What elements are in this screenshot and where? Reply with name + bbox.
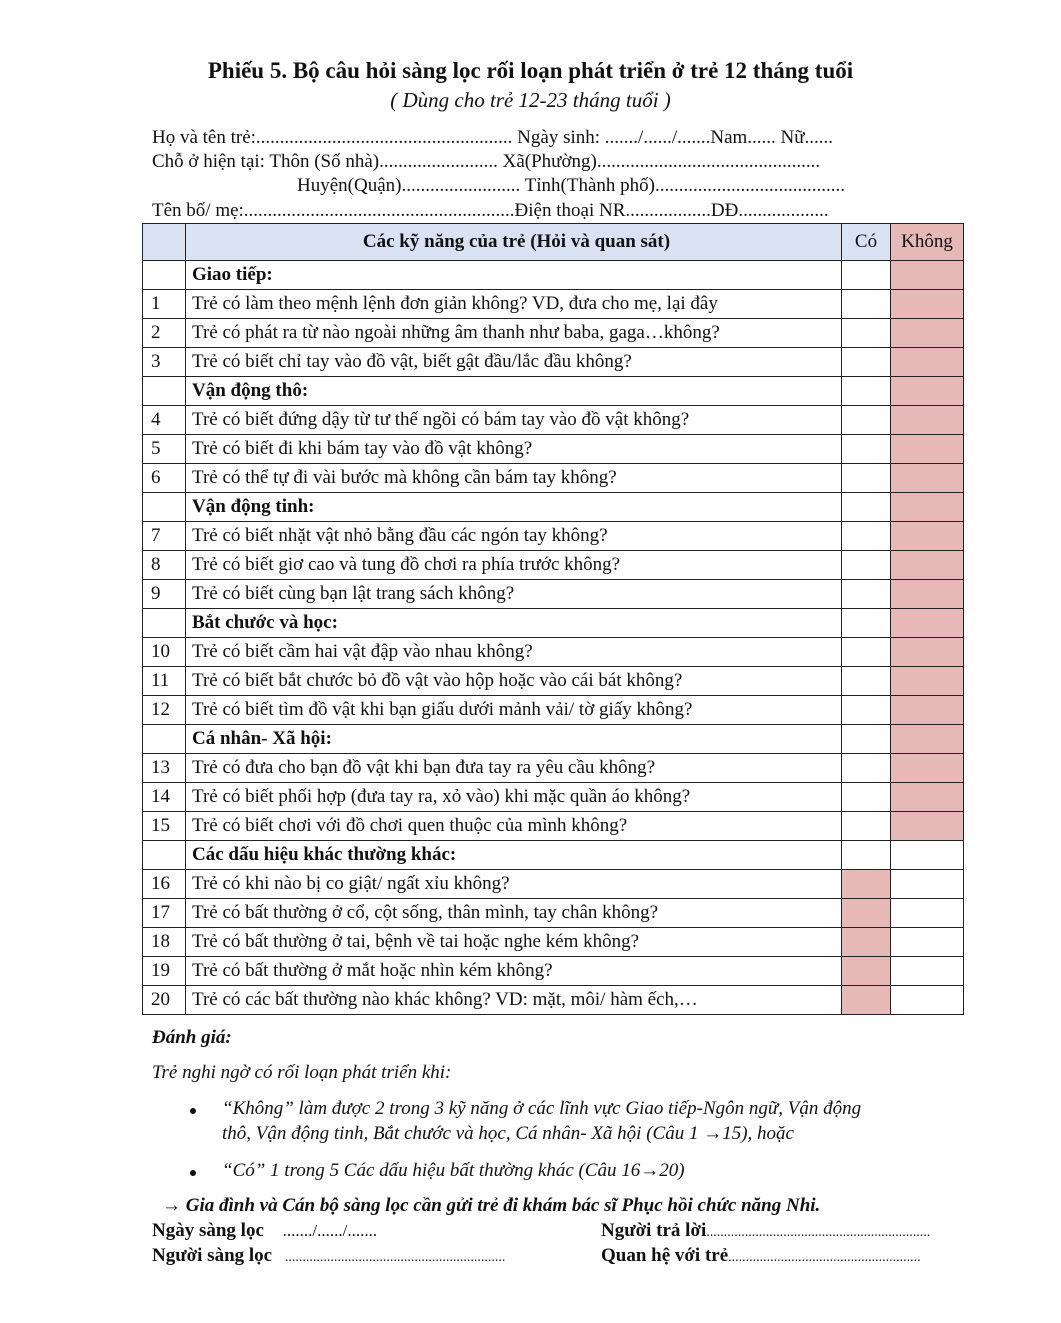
- answer-yes-cell[interactable]: [842, 725, 891, 754]
- question-row: [143, 812, 964, 841]
- answer-no-cell[interactable]: [891, 348, 964, 377]
- question-number: 8: [143, 551, 186, 580]
- section-row: [143, 725, 964, 754]
- question-number: [143, 261, 186, 290]
- question-text: Trẻ có biết phối hợp (đưa tay ra, xỏ vào) khi mặc quần áo không?: [186, 783, 842, 812]
- answer-yes-cell[interactable]: [842, 696, 891, 725]
- table-header-row: [143, 224, 964, 261]
- question-number: 14: [143, 783, 186, 812]
- answer-yes-cell[interactable]: [842, 957, 891, 986]
- question-number: 19: [143, 957, 186, 986]
- answer-yes-cell[interactable]: [842, 928, 891, 957]
- question-text: Trẻ có bất thường ở cổ, cột sống, thân mình, tay chân không?: [186, 899, 842, 928]
- screener-field[interactable]: [152, 1245, 505, 1267]
- question-text: Trẻ có phát ra từ nào ngoài những âm thanh như baba, gaga…không?: [186, 319, 842, 348]
- answer-no-cell[interactable]: [891, 464, 964, 493]
- responder-input[interactable]: ................................................................: [706, 1225, 931, 1240]
- question-text: Trẻ có bất thường ở mắt hoặc nhìn kém không?: [186, 957, 842, 986]
- answer-no-cell[interactable]: [891, 377, 964, 406]
- answer-yes-cell[interactable]: [842, 841, 891, 870]
- answer-no-cell[interactable]: [891, 435, 964, 464]
- section-row: [143, 609, 964, 638]
- question-row: [143, 290, 964, 319]
- question-row: [143, 696, 964, 725]
- question-text: Trẻ có biết chơi với đồ chơi quen thuộc của mình không?: [186, 812, 842, 841]
- answer-no-cell[interactable]: [891, 928, 964, 957]
- answer-no-cell[interactable]: [891, 319, 964, 348]
- relation-label: Quan hệ với trẻ: [601, 1245, 729, 1266]
- answer-yes-cell[interactable]: [842, 290, 891, 319]
- answer-yes-cell[interactable]: [842, 261, 891, 290]
- section-title: Các dấu hiệu khác thường khác:: [186, 841, 842, 870]
- question-row: [143, 638, 964, 667]
- question-number: [143, 493, 186, 522]
- question-row: [143, 754, 964, 783]
- answer-yes-cell[interactable]: [842, 522, 891, 551]
- header-skill-cell: Các kỹ năng của trẻ (Hỏi và quan sát): [186, 224, 842, 261]
- section-title: Vận động tinh:: [186, 493, 842, 522]
- answer-yes-cell[interactable]: [842, 493, 891, 522]
- answer-yes-cell[interactable]: [842, 348, 891, 377]
- screening-date-field[interactable]: [152, 1220, 377, 1242]
- form-subtitle: ( Dùng cho trẻ 12-23 tháng tuổi ): [390, 88, 671, 112]
- answer-yes-cell[interactable]: [842, 551, 891, 580]
- question-row: [143, 899, 964, 928]
- question-text: Trẻ có biết đứng dậy từ tư thế ngồi có bám tay vào đồ vật không?: [186, 406, 842, 435]
- answer-no-cell[interactable]: [891, 725, 964, 754]
- question-number: 20: [143, 986, 186, 1015]
- answer-no-cell[interactable]: [891, 754, 964, 783]
- section-title: Giao tiếp:: [186, 261, 842, 290]
- section-row: [143, 841, 964, 870]
- criterion-2: “Có” 1 trong 5 Các dấu hiệu bất thường khác (Câu 16→20): [222, 1160, 685, 1181]
- answer-yes-cell[interactable]: [842, 464, 891, 493]
- answer-yes-cell[interactable]: [842, 580, 891, 609]
- question-number: 7: [143, 522, 186, 551]
- question-number: 11: [143, 667, 186, 696]
- section-title: Bắt chước và học:: [186, 609, 842, 638]
- question-text: Trẻ có các bất thường nào khác không? VD: mặt, môi/ hàm ếch,…: [186, 986, 842, 1015]
- answer-no-cell[interactable]: [891, 609, 964, 638]
- question-number: [143, 377, 186, 406]
- question-number: 9: [143, 580, 186, 609]
- answer-yes-cell[interactable]: [842, 638, 891, 667]
- question-text: Trẻ có biết bắt chước bỏ đồ vật vào hộp hoặc vào cái bát không?: [186, 667, 842, 696]
- question-text: Trẻ có biết giơ cao và tung đồ chơi ra phía trước không?: [186, 551, 842, 580]
- question-text: Trẻ có làm theo mệnh lệnh đơn giản không? VD, đưa cho mẹ, lại đây: [186, 290, 842, 319]
- answer-yes-cell[interactable]: [842, 435, 891, 464]
- answer-yes-cell[interactable]: [842, 812, 891, 841]
- question-text: Trẻ có biết tìm đồ vật khi bạn giấu dưới mảnh vải/ tờ giấy không?: [186, 696, 842, 725]
- answer-yes-cell[interactable]: [842, 870, 891, 899]
- criterion-1-line-1: “Không” làm được 2 trong 3 kỹ năng ở các lĩnh vực Giao tiếp-Ngôn ngữ, Vận động: [222, 1098, 862, 1119]
- section-row: [143, 493, 964, 522]
- question-text: Trẻ có biết cùng bạn lật trang sách không?: [186, 580, 842, 609]
- question-row: [143, 522, 964, 551]
- question-number: 2: [143, 319, 186, 348]
- question-row: [143, 870, 964, 899]
- question-row: [143, 580, 964, 609]
- answer-no-cell[interactable]: [891, 551, 964, 580]
- question-row: [143, 319, 964, 348]
- question-number: 16: [143, 870, 186, 899]
- question-number: [143, 609, 186, 638]
- screener-label: Người sàng lọc: [152, 1245, 273, 1266]
- question-row: [143, 348, 964, 377]
- answer-no-cell[interactable]: [891, 899, 964, 928]
- section-row: [143, 261, 964, 290]
- answer-yes-cell[interactable]: [842, 406, 891, 435]
- answer-yes-cell[interactable]: [842, 986, 891, 1015]
- parent-line[interactable]: Tên bố/ mẹ:.........................................................Điện thoại NR..................DĐ...................: [152, 200, 829, 221]
- question-row: [143, 551, 964, 580]
- answer-no-cell[interactable]: [891, 812, 964, 841]
- question-row: [143, 667, 964, 696]
- question-text: Trẻ có biết chỉ tay vào đồ vật, biết gật đầu/lắc đầu không?: [186, 348, 842, 377]
- responder-field[interactable]: [601, 1220, 930, 1242]
- question-number: 18: [143, 928, 186, 957]
- answer-no-cell[interactable]: [891, 870, 964, 899]
- question-number: 15: [143, 812, 186, 841]
- question-number: [143, 725, 186, 754]
- question-text: Trẻ có bất thường ở tai, bệnh về tai hoặc nghe kém không?: [186, 928, 842, 957]
- section-title: Vận động thô:: [186, 377, 842, 406]
- header-no-cell: Không: [891, 224, 964, 261]
- answer-no-cell[interactable]: [891, 406, 964, 435]
- answer-no-cell[interactable]: [891, 493, 964, 522]
- answer-no-cell[interactable]: [891, 580, 964, 609]
- responder-label: Người trả lời: [601, 1220, 707, 1241]
- header-yes-cell: Có: [842, 224, 891, 261]
- answer-no-cell[interactable]: [891, 986, 964, 1015]
- screening-table: [142, 223, 964, 1015]
- address-line-2[interactable]: Huyện(Quận)......................... Tỉnh(Thành phố)........................................: [297, 175, 845, 196]
- question-text: Trẻ có biết cầm hai vật đập vào nhau không?: [186, 638, 842, 667]
- evaluation-intro: Trẻ nghi ngờ có rối loạn phát triển khi:: [152, 1062, 452, 1083]
- child-name-line[interactable]: Họ và tên trẻ:...................................................... Ngày sinh: ......./....../.......Nam...... Nữ......: [152, 127, 834, 148]
- question-number: 10: [143, 638, 186, 667]
- relation-input[interactable]: .......................................................: [728, 1250, 921, 1265]
- question-text: Trẻ có biết đi khi bám tay vào đồ vật không?: [186, 435, 842, 464]
- bullet-dot-2: [190, 1170, 196, 1176]
- question-number: [143, 841, 186, 870]
- answer-no-cell[interactable]: [891, 290, 964, 319]
- question-text: Trẻ có khi nào bị co giật/ ngất xỉu không?: [186, 870, 842, 899]
- referral-conclusion: → Gia đình và Cán bộ sàng lọc cần gửi trẻ đi khám bác sĩ Phục hồi chức năng Nhi.: [162, 1195, 821, 1216]
- question-row: [143, 928, 964, 957]
- answer-no-cell[interactable]: [891, 667, 964, 696]
- answer-yes-cell[interactable]: [842, 783, 891, 812]
- address-line-1[interactable]: Chỗ ở hiện tại: Thôn (Số nhà)......................... Xã(Phường)...............................................: [152, 151, 821, 172]
- question-row: [143, 986, 964, 1015]
- question-number: 1: [143, 290, 186, 319]
- screening-date-label: Ngày sàng lọc: [152, 1220, 264, 1241]
- question-number: 3: [143, 348, 186, 377]
- question-row: [143, 957, 964, 986]
- evaluation-heading: Đánh giá:: [152, 1027, 232, 1048]
- answer-no-cell[interactable]: [891, 841, 964, 870]
- screening-date-value[interactable]: ......./....../.......: [282, 1221, 378, 1240]
- answer-yes-cell[interactable]: [842, 377, 891, 406]
- section-title: Cá nhân- Xã hội:: [186, 725, 842, 754]
- question-number: 12: [143, 696, 186, 725]
- question-number: 17: [143, 899, 186, 928]
- bullet-dot-1: [190, 1108, 196, 1114]
- question-text: Trẻ có thể tự đi vài bước mà không cần bám tay không?: [186, 464, 842, 493]
- question-number: 13: [143, 754, 186, 783]
- question-number: 6: [143, 464, 186, 493]
- relation-field[interactable]: [601, 1245, 921, 1267]
- question-row: [143, 783, 964, 812]
- question-row: [143, 406, 964, 435]
- answer-yes-cell[interactable]: [842, 667, 891, 696]
- answer-yes-cell[interactable]: [842, 754, 891, 783]
- answer-yes-cell[interactable]: [842, 319, 891, 348]
- question-number: 4: [143, 406, 186, 435]
- answer-yes-cell[interactable]: [842, 609, 891, 638]
- answer-no-cell[interactable]: [891, 261, 964, 290]
- question-row: [143, 464, 964, 493]
- answer-no-cell[interactable]: [891, 638, 964, 667]
- answer-no-cell[interactable]: [891, 696, 964, 725]
- answer-no-cell[interactable]: [891, 783, 964, 812]
- question-row: [143, 435, 964, 464]
- section-row: [143, 377, 964, 406]
- answer-yes-cell[interactable]: [842, 899, 891, 928]
- screener-input[interactable]: ...............................................................: [284, 1250, 506, 1265]
- answer-no-cell[interactable]: [891, 522, 964, 551]
- form-title: Phiếu 5. Bộ câu hỏi sàng lọc rối loạn phát triển ở trẻ 12 tháng tuổi: [207, 58, 854, 83]
- criterion-1-line-2: thô, Vận động tinh, Bắt chước và học, Cá nhân- Xã hội (Câu 1 →15), hoặc: [222, 1123, 794, 1144]
- question-number: 5: [143, 435, 186, 464]
- question-text: Trẻ có biết nhặt vật nhỏ bằng đầu các ngón tay không?: [186, 522, 842, 551]
- header-num-cell: [143, 224, 186, 261]
- question-text: Trẻ có đưa cho bạn đồ vật khi bạn đưa tay ra yêu cầu không?: [186, 754, 842, 783]
- answer-no-cell[interactable]: [891, 957, 964, 986]
